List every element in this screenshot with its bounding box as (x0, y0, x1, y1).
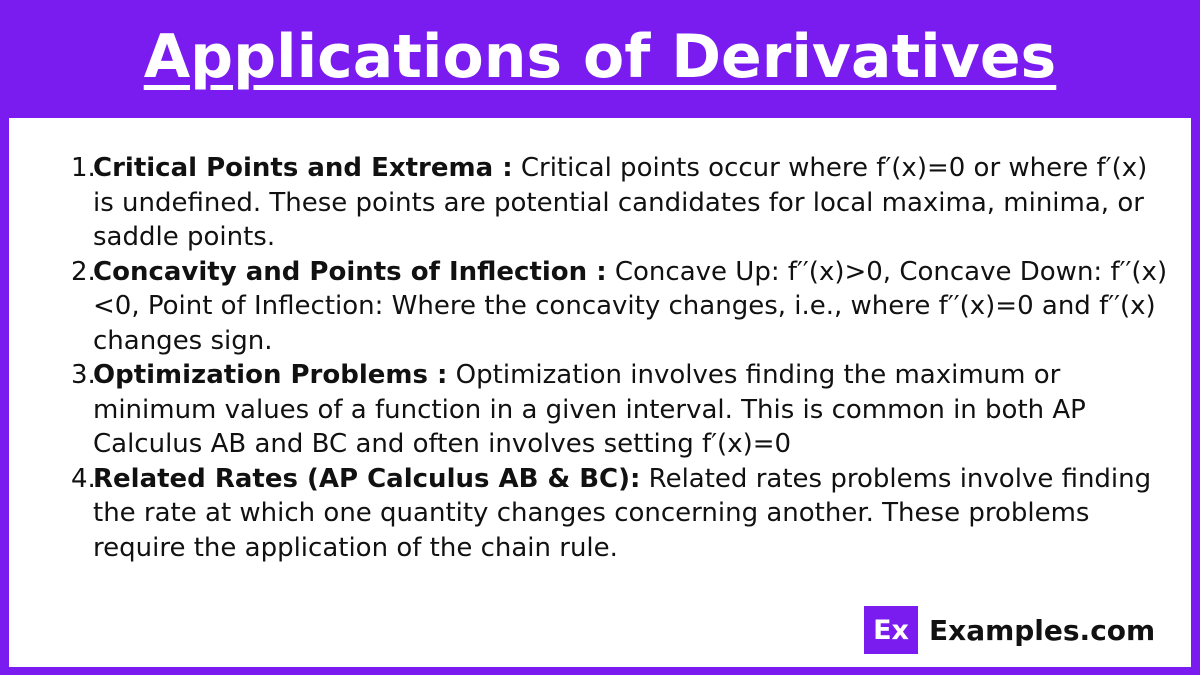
list-item (71, 151, 1171, 255)
item-body (93, 358, 1171, 462)
content-panel (9, 118, 1191, 667)
item-body (93, 462, 1171, 566)
page-title: Applications of Derivatives (143, 22, 1057, 92)
list-item (71, 462, 1171, 566)
item-body (93, 151, 1171, 255)
item-number: 4. (71, 463, 96, 494)
title-bar (0, 0, 1200, 118)
list-item (71, 255, 1171, 359)
item-heading: Critical Points and Extrema : (93, 153, 513, 183)
item-body (93, 255, 1171, 359)
item-text: Critical points occur where f′(x)=0 or where f′(x) is undefined. These points are potential candidates for local maxima, minima, or saddle points. (93, 153, 1148, 252)
item-number: 1. (71, 153, 96, 183)
item-number: 3. (71, 360, 96, 390)
item-text: Concave Up: f′′(x)>0, Concave Down: f′′(x)<0, Point of Inflection: Where the concavity changes, i.e., where f′′(x)=0 and f′′(x) changes sign. (93, 256, 1168, 356)
item-number: 2. (71, 256, 96, 287)
item-heading: Optimization Problems : (93, 360, 448, 390)
applications-list (71, 151, 1171, 565)
logo-badge: Ex (864, 606, 918, 654)
item-heading: Related Rates (AP Calculus AB & BC): (93, 463, 641, 494)
item-heading: Concavity and Points of Inflection : (93, 256, 607, 287)
item-text: Related rates problems involve finding the rate at which one quantity changes concerning another. These problems require the application of the chain rule. (93, 463, 1152, 563)
item-text: Optimization involves finding the maximum or minimum values of a function in a given interval. This is common in both AP Calculus AB and BC and often involves setting f′(x)=0 (93, 360, 1086, 459)
logo-name: Examples.com (929, 613, 1156, 647)
examples-logo (864, 606, 1155, 654)
list-item (71, 358, 1171, 462)
